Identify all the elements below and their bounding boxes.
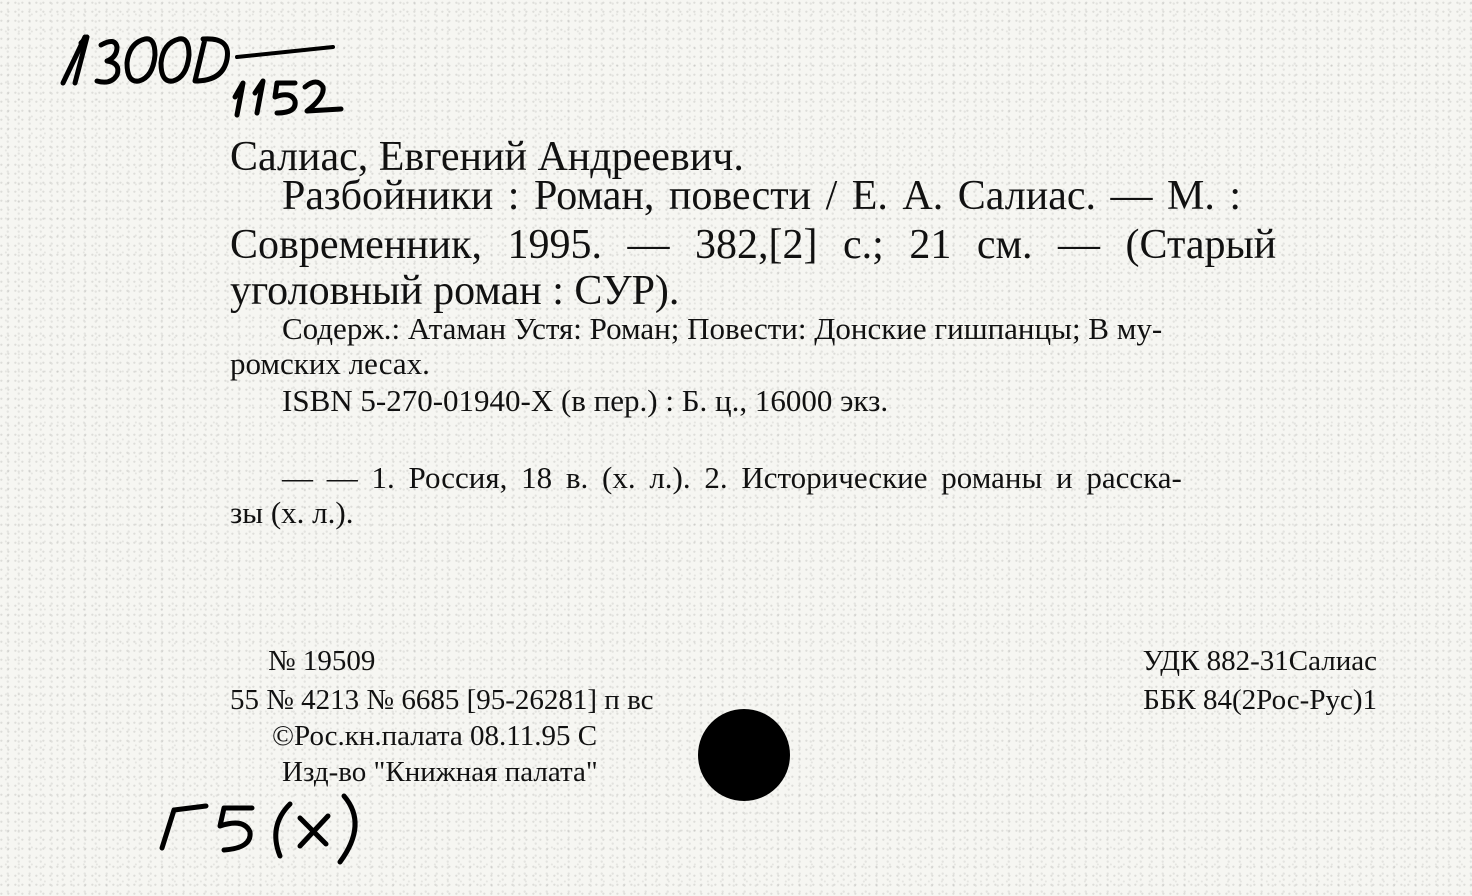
numbers-line: 55 № 4213 № 6685 [95-26281] п вс — [230, 684, 654, 716]
punch-hole — [698, 709, 790, 801]
udk-code: УДК 882-31Салиас — [1142, 645, 1377, 677]
author-heading: Салиас, Евгений Андреевич. — [230, 134, 744, 180]
copyright-line: ©Рос.кн.палата 08.11.95 С — [272, 720, 598, 752]
bbk-code: ББК 84(2Рос-Рус)1 — [1143, 684, 1377, 716]
title-line-2: Современник, 1995. — 382,[2] с.; 21 см. — (Старый — [230, 222, 1277, 268]
publisher-line: Изд-во "Книжная палата" — [282, 756, 598, 788]
isbn-line: ISBN 5-270-01940-X (в пер.) : Б. ц., 16000 экз. — [282, 383, 889, 418]
contents-line-1: Содерж.: Атаман Устя: Роман; Повести: Донские гишпанцы; В му- — [282, 311, 1163, 346]
handwritten-shelfmark — [55, 25, 355, 120]
contents-line-2: ромских лесах. — [230, 346, 430, 381]
subjects-line-2: зы (х. л.). — [230, 495, 354, 530]
title-line-3: уголовный роман : СУР). — [230, 268, 680, 314]
subjects-line-1: — — 1. Россия, 18 в. (х. л.). 2. Исторические романы и расска- — [282, 460, 1182, 495]
handwritten-bottom-mark — [140, 790, 380, 870]
title-line-1: Разбойники : Роман, повести / Е. А. Салиас. — М. : — [282, 173, 1241, 219]
record-number: № 19509 — [268, 645, 376, 677]
